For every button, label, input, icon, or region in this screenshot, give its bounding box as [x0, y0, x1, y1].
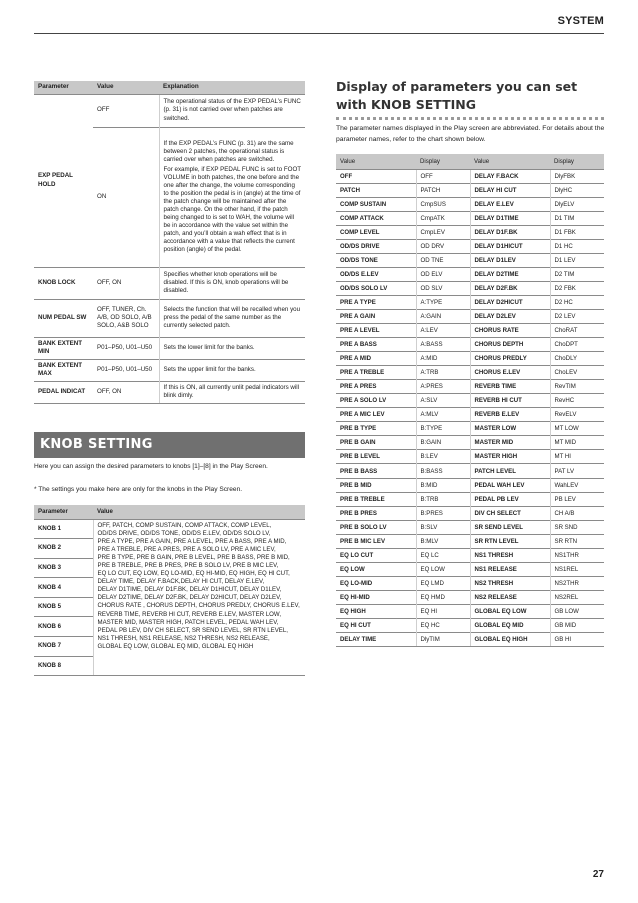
param-display: DlyELV — [550, 197, 604, 211]
column-header-value: Value — [336, 154, 416, 169]
param-value: OD/DS E.LEV — [336, 267, 416, 281]
param-display: WahLEV — [550, 478, 604, 492]
param-value: REVERB HI CUT — [470, 394, 550, 408]
param-value: PRE B LEVEL — [336, 450, 416, 464]
param-value: P01–P50, U01–U50 — [93, 337, 159, 359]
param-display: D2 TIM — [550, 267, 604, 281]
table-row — [336, 267, 604, 281]
knob-value-line: MASTER MID, MASTER HIGH, PATCH LEVEL, PEDAL WAH LEV, — [97, 618, 279, 626]
param-display: ChoDLY — [550, 352, 604, 366]
knob-value-line: PRE A TYPE, PRE A GAIN, PRE A LEVEL, PRE A BASS, PRE A MID, — [97, 537, 287, 545]
param-display: B:LEV — [416, 450, 470, 464]
param-display: NS1THR — [550, 548, 604, 562]
table-row — [336, 604, 604, 618]
param-display: ChoLEV — [550, 366, 604, 380]
param-display: EQ HC — [416, 619, 470, 633]
param-display: A:SLV — [416, 394, 470, 408]
knob-value-line: REVERB TIME, REVERB HI CUT, REVERB E.LEV, MASTER LOW, — [97, 610, 282, 618]
table-row — [336, 197, 604, 211]
param-display: MT HI — [550, 450, 604, 464]
table-row — [336, 281, 604, 295]
param-display: CH A/B — [550, 506, 604, 520]
param-value: PEDAL WAH LEV — [470, 478, 550, 492]
param-display: D2 LEV — [550, 309, 604, 323]
knob-value-list — [93, 519, 305, 676]
knob-param: KNOB 1 — [34, 519, 93, 539]
param-explanation: Selects the function that will be recalled when you press the pedal of the same number as the currently selected patch. — [159, 299, 305, 337]
param-display: NS1REL — [550, 562, 604, 576]
param-value: PRE B TREBLE — [336, 492, 416, 506]
param-value: EQ LO CUT — [336, 548, 416, 562]
table-row — [336, 408, 604, 422]
param-value: SR SEND LEVEL — [470, 520, 550, 534]
table-row — [34, 519, 305, 539]
param-explanation — [159, 127, 305, 267]
param-display: PAT LV — [550, 464, 604, 478]
table-row — [34, 359, 305, 381]
param-value: DELAY D1LEV — [470, 253, 550, 267]
table-row — [336, 380, 604, 394]
param-name: EXP PEDAL HOLD — [34, 94, 93, 267]
param-value: PRE B MIC LEV — [336, 534, 416, 548]
knob-value-line: PRE B TREBLE, PRE B PRES, PRE B SOLO LV, PRE B MIC LEV, — [97, 561, 279, 569]
param-value: OFF, ON — [93, 267, 159, 299]
param-value: PRE B PRES — [336, 506, 416, 520]
param-value: CHORUS RATE — [470, 324, 550, 338]
param-value: DELAY F.BACK — [470, 169, 550, 183]
param-display: D1 FBK — [550, 225, 604, 239]
abbreviation-section-description: The parameter names displayed in the Play screen are abbreviated. For details about the parameter names, refer to the chart shown below. — [336, 125, 605, 143]
param-display: SR SND — [550, 520, 604, 534]
knob-setting-intro: Here you can assign the desired parameters to knobs [1]–[8] in the Play Screen. — [34, 463, 268, 470]
param-value: MASTER HIGH — [470, 450, 550, 464]
param-display: B:BASS — [416, 464, 470, 478]
param-value: PRE A LEVEL — [336, 324, 416, 338]
table-row — [336, 169, 604, 183]
param-value: DELAY D2HICUT — [470, 295, 550, 309]
param-value: DELAY D2F.BK — [470, 281, 550, 295]
table-row — [336, 534, 604, 548]
knob-value-line: PEDAL PB LEV, DIV CH SELECT, SR SEND LEVEL, SR RTN LEVEL, — [97, 626, 288, 634]
knob-param: KNOB 3 — [34, 558, 93, 578]
column-header-value: Value — [470, 154, 550, 169]
knob-value-line: CHORUS RATE , CHORUS DEPTH, CHORUS PREDLY, CHORUS E.LEV, — [97, 602, 300, 610]
knob-param: KNOB 4 — [34, 578, 93, 598]
param-display: EQ LC — [416, 548, 470, 562]
abbreviation-table — [336, 154, 604, 647]
column-header-parameter: Parameter — [34, 81, 93, 94]
column-header-display: Display — [550, 154, 604, 169]
param-display: MT LOW — [550, 422, 604, 436]
param-value: DELAY D1HICUT — [470, 239, 550, 253]
table-header-row — [34, 81, 305, 94]
param-value: PRE B GAIN — [336, 436, 416, 450]
param-display: A:MID — [416, 352, 470, 366]
param-display: A:BASS — [416, 338, 470, 352]
param-value: PATCH — [336, 183, 416, 197]
param-display: B:PRES — [416, 506, 470, 520]
param-display: GB LOW — [550, 604, 604, 618]
param-display: EQ LOW — [416, 562, 470, 576]
param-value: PRE B SOLO LV — [336, 520, 416, 534]
column-header-value: Value — [93, 505, 305, 519]
param-display: DlyHC — [550, 183, 604, 197]
param-value: GLOBAL EQ MID — [470, 619, 550, 633]
param-value: PRE A TYPE — [336, 295, 416, 309]
param-display: OFF — [416, 169, 470, 183]
explanation-text: The operational status of the EXP PEDAL’s FUNC (p. 31) is not carried over when patches are switched. — [163, 98, 301, 122]
knob-value-line: NS1 THRESH, NS1 RELEASE, NS2 THRESH, NS2 RELEASE, — [97, 634, 270, 642]
param-value: DELAY D1F.BK — [470, 225, 550, 239]
param-value: GLOBAL EQ LOW — [470, 604, 550, 618]
param-value: GLOBAL EQ HIGH — [470, 633, 550, 647]
param-display: OD SLV — [416, 281, 470, 295]
table-row — [336, 309, 604, 323]
param-name: KNOB LOCK — [34, 267, 93, 299]
param-display: GB MID — [550, 619, 604, 633]
table-row — [34, 94, 305, 127]
param-value: EQ LOW — [336, 562, 416, 576]
param-value: P01–P50, U01–U50 — [93, 359, 159, 381]
param-display: ChoRAT — [550, 324, 604, 338]
knob-param: KNOB 6 — [34, 617, 93, 637]
param-name: NUM PEDAL SW — [34, 299, 93, 337]
param-display: CmpLEV — [416, 225, 470, 239]
param-display: B:MLV — [416, 534, 470, 548]
knob-value-line: PRE A TREBLE, PRE A PRES, PRE A SOLO LV, PRE A MIC LEV, — [97, 545, 276, 553]
param-display: RevTIM — [550, 380, 604, 394]
param-display: ChoDPT — [550, 338, 604, 352]
knob-value-line: PRE B TYPE, PRE B GAIN, PRE B LEVEL, PRE B BASS, PRE B MID, — [97, 553, 290, 561]
param-display: D2 HC — [550, 295, 604, 309]
param-value: PRE A SOLO LV — [336, 394, 416, 408]
param-display: B:SLV — [416, 520, 470, 534]
param-value: SR RTN LEVEL — [470, 534, 550, 548]
param-value: COMP ATTACK — [336, 211, 416, 225]
param-explanation: If this is ON, all currently unlit pedal indicators will blink dimly. — [159, 381, 305, 403]
table-row — [336, 436, 604, 450]
knob-setting-table — [34, 505, 305, 676]
param-display: RevELV — [550, 408, 604, 422]
table-row — [336, 506, 604, 520]
param-value: EQ HI CUT — [336, 619, 416, 633]
param-value: DELAY D1TIME — [470, 211, 550, 225]
section-title: SYSTEM — [557, 15, 604, 27]
param-value: PRE A PRES — [336, 380, 416, 394]
param-value: EQ HI-MID — [336, 590, 416, 604]
param-value: OFF, ON — [93, 381, 159, 403]
param-value: PRE A GAIN — [336, 309, 416, 323]
param-value: COMP SUSTAIN — [336, 197, 416, 211]
param-value: REVERB TIME — [470, 380, 550, 394]
param-display: NS2REL — [550, 590, 604, 604]
param-display: GB HI — [550, 633, 604, 647]
param-name: PEDAL INDICAT — [34, 381, 93, 403]
table-row — [336, 478, 604, 492]
abbreviation-table-body — [336, 169, 604, 647]
param-value: OD/DS SOLO LV — [336, 281, 416, 295]
param-display: B:TYPE — [416, 422, 470, 436]
page-number: 27 — [592, 869, 604, 880]
param-value: DELAY TIME — [336, 633, 416, 647]
param-display: MT MID — [550, 436, 604, 450]
param-display: A:TRB — [416, 366, 470, 380]
param-value: PRE A BASS — [336, 338, 416, 352]
abbreviation-section-heading: Display of parameters you can set with KNOB SETTING — [336, 79, 578, 113]
knob-param: KNOB 8 — [34, 656, 93, 676]
param-display: A:MLV — [416, 408, 470, 422]
param-display: OD ELV — [416, 267, 470, 281]
table-row — [336, 548, 604, 562]
knob-value-line: OFF, PATCH, COMP SUSTAIN, COMP ATTACK, COMP LEVEL, — [97, 521, 272, 529]
table-row — [336, 253, 604, 267]
param-value: REVERB E.LEV — [470, 408, 550, 422]
param-value: NS1 RELEASE — [470, 562, 550, 576]
param-value: DIV CH SELECT — [470, 506, 550, 520]
param-value: NS2 THRESH — [470, 576, 550, 590]
knob-value-line: DELAY D2TIME, DELAY D2F.BK, DELAY D2HICUT, DELAY D2LEV, — [97, 594, 282, 602]
table-row — [336, 422, 604, 436]
param-value: PRE A MID — [336, 352, 416, 366]
table-row — [336, 295, 604, 309]
column-header-parameter: Parameter — [34, 505, 93, 519]
header-rule — [34, 33, 604, 34]
table-row — [336, 590, 604, 604]
param-value: EQ LO-MID — [336, 576, 416, 590]
explanation-text: For example, if EXP PEDAL FUNC is set to FOOT VOLUME in both patches, the one before and the one after the change, the volume corresponding to the position the pedal is in (angle) at the time of the patch change will be maintained after the patch change. On the other hand, if the patch being changed to is set to WAH, the volume will be in accordance with the value set within the patch, and you’ll obtain a wah effect that is in accordance with a value that reflects the current position (angle) of the pedal. — [163, 165, 301, 254]
param-value: MASTER MID — [470, 436, 550, 450]
table-row — [336, 619, 604, 633]
param-value: MASTER LOW — [470, 422, 550, 436]
knob-param: KNOB 7 — [34, 637, 93, 657]
table-row — [336, 338, 604, 352]
knob-param: KNOB 5 — [34, 597, 93, 617]
param-display: CmpSUS — [416, 197, 470, 211]
column-header-explanation: Explanation — [159, 81, 305, 94]
param-value: CHORUS PREDLY — [470, 352, 550, 366]
param-value: PATCH LEVEL — [470, 464, 550, 478]
table-row — [336, 183, 604, 197]
param-value: PRE A MIC LEV — [336, 408, 416, 422]
table-row — [336, 239, 604, 253]
param-display: EQ HI — [416, 604, 470, 618]
param-display: OD DRV — [416, 239, 470, 253]
param-value: PRE B BASS — [336, 464, 416, 478]
param-name: BANK EXTENT MAX — [34, 359, 93, 381]
knob-setting-note: * The settings you make here are only for the knobs in the Play Screen. — [34, 486, 243, 493]
param-display: D1 TIM — [550, 211, 604, 225]
param-value: CHORUS DEPTH — [470, 338, 550, 352]
table-row — [336, 394, 604, 408]
param-display: OD TNE — [416, 253, 470, 267]
knob-value-line: OD/DS DRIVE, OD/DS TONE, OD/DS E.LEV, OD/DS SOLO LV, — [97, 529, 271, 537]
table-header-row — [34, 505, 305, 519]
table-row — [34, 267, 305, 299]
knob-setting-heading: KNOB SETTING — [34, 432, 305, 458]
table-row — [34, 337, 305, 359]
table-row — [34, 381, 305, 403]
param-display: A:PRES — [416, 380, 470, 394]
param-display: A:LEV — [416, 324, 470, 338]
param-value: OFF — [336, 169, 416, 183]
table-row — [336, 324, 604, 338]
param-value: DELAY HI CUT — [470, 183, 550, 197]
param-explanation: Sets the lower limit for the banks. — [159, 337, 305, 359]
param-display: DlyTIM — [416, 633, 470, 647]
param-display: CmpATK — [416, 211, 470, 225]
table-row — [336, 352, 604, 366]
param-display: D1 LEV — [550, 253, 604, 267]
param-value: DELAY E.LEV — [470, 197, 550, 211]
column-header-display: Display — [416, 154, 470, 169]
param-display: RevHC — [550, 394, 604, 408]
param-name: BANK EXTENT MIN — [34, 337, 93, 359]
param-value: NS2 RELEASE — [470, 590, 550, 604]
param-display: SR RTN — [550, 534, 604, 548]
knob-value-line: GLOBAL EQ LOW, GLOBAL EQ MID, GLOBAL EQ HIGH — [97, 642, 254, 650]
param-value: OFF — [93, 94, 159, 127]
knob-value-line: EQ LO CUT, EQ LOW, EQ LO-MID, EQ HI-MID, EQ HIGH, EQ HI CUT, — [97, 570, 290, 578]
param-display: DlyFBK — [550, 169, 604, 183]
param-value: PRE A TREBLE — [336, 366, 416, 380]
table-row — [34, 299, 305, 337]
param-value: DELAY D2LEV — [470, 309, 550, 323]
param-display: A:GAIN — [416, 309, 470, 323]
knob-value-line: DELAY D1TIME, DELAY D1F.BK, DELAY D1HICUT, DELAY D1LEV, — [97, 586, 282, 594]
param-display: PB LEV — [550, 492, 604, 506]
knob-param: KNOB 2 — [34, 539, 93, 559]
table-row — [336, 211, 604, 225]
param-value: NS1 THRESH — [470, 548, 550, 562]
param-value: EQ HIGH — [336, 604, 416, 618]
dotted-divider — [336, 117, 604, 120]
table-header-row — [336, 154, 604, 169]
system-parameter-table — [34, 81, 305, 404]
table-row — [336, 225, 604, 239]
param-value: PEDAL PB LEV — [470, 492, 550, 506]
column-header-value: Value — [93, 81, 159, 94]
explanation-text: If the EXP PEDAL’s FUNC (p. 31) are the same between 2 patches, the operational status is carried over when patches are switched. — [163, 139, 294, 163]
param-display: EQ HMD — [416, 590, 470, 604]
table-row — [336, 633, 604, 647]
param-display: B:MID — [416, 478, 470, 492]
param-display: NS2THR — [550, 576, 604, 590]
table-row — [336, 464, 604, 478]
param-value: CHORUS E.LEV — [470, 366, 550, 380]
param-value: OD/DS DRIVE — [336, 239, 416, 253]
param-value: OFF, TUNER, Ch. A/B, OD SOLO, A/B SOLO, A&B SOLO — [93, 299, 159, 337]
param-value: PRE B TYPE — [336, 422, 416, 436]
param-value: COMP LEVEL — [336, 225, 416, 239]
knob-value-line: DELAY TIME, DELAY F.BACK,DELAY HI CUT, DELAY E.LEV, — [97, 578, 265, 586]
param-display: D2 FBK — [550, 281, 604, 295]
table-row — [336, 492, 604, 506]
table-row — [336, 450, 604, 464]
param-display: B:GAIN — [416, 436, 470, 450]
param-display: A:TYPE — [416, 295, 470, 309]
param-display: B:TRB — [416, 492, 470, 506]
param-display: EQ LMD — [416, 576, 470, 590]
param-explanation: Sets the upper limit for the banks. — [159, 359, 305, 381]
param-explanation: Specifies whether knob operations will be disabled. If this is ON, knob operations will be disabled. — [159, 267, 305, 299]
param-value: PRE B MID — [336, 478, 416, 492]
param-explanation — [159, 94, 305, 127]
table-row — [336, 366, 604, 380]
table-row — [336, 576, 604, 590]
param-display: PATCH — [416, 183, 470, 197]
param-value: ON — [93, 127, 159, 267]
table-row — [336, 562, 604, 576]
param-display: D1 HC — [550, 239, 604, 253]
param-value: OD/DS TONE — [336, 253, 416, 267]
table-row — [336, 520, 604, 534]
param-value: DELAY D2TIME — [470, 267, 550, 281]
